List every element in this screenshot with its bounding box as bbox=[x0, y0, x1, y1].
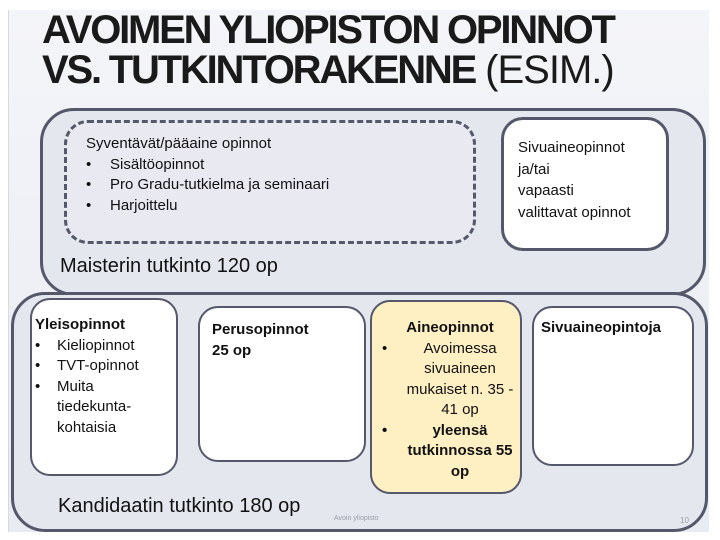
yleisopinnot-item: • Kieliopinnot bbox=[35, 336, 177, 357]
slide-title bbox=[42, 10, 702, 90]
yleisopinnot-list bbox=[35, 336, 177, 439]
yleisopinnot-item: • TVT-opinnot bbox=[35, 356, 177, 377]
syventavat-list bbox=[86, 155, 416, 217]
sivuaineopintoja-text: Sivuaineopintoja bbox=[541, 319, 662, 336]
sivuaineopinnot-text: Sivuaineopinnot ja/tai vapaasti valittavat opinnot bbox=[518, 139, 631, 221]
maisterin-tutkinto-label: Maisterin tutkinto 120 op bbox=[60, 255, 278, 277]
aineopinnot-item: • yleensä tutkinnossa 55 op bbox=[382, 421, 518, 483]
aineopinnot-heading: Aineopinnot bbox=[406, 319, 494, 336]
aineopinnot-item: • Avoimessa sivuaineen mukaiset n. 35 - 41 op bbox=[382, 339, 518, 421]
aineopinnot-list bbox=[382, 339, 518, 483]
aineopinnot-text bbox=[382, 318, 518, 482]
syventavat-item: • Harjoittelu bbox=[86, 196, 416, 217]
title-line-1: AVOIMEN YLIOPISTON OPINNOT bbox=[42, 8, 614, 52]
yleisopinnot-item: • Muita tiedekunta-kohtaisia bbox=[35, 377, 137, 439]
perusopinnot-text: Perusopinnot 25 op bbox=[212, 321, 309, 359]
syventavat-opinnot-text bbox=[86, 134, 416, 216]
title-line-2-bold: VS. TUTKINTORAKENNE bbox=[42, 48, 476, 92]
yleisopinnot-text bbox=[35, 315, 177, 438]
page-number: 10 bbox=[680, 516, 689, 525]
syventavat-heading: Syventävät/pääaine opinnot bbox=[86, 135, 272, 152]
title-line-2 bbox=[42, 50, 702, 90]
title-line-2-light: (ESIM.) bbox=[475, 48, 614, 92]
syventavat-item: • Sisältöopinnot bbox=[86, 155, 416, 176]
footer-text: Avoin yliopisto bbox=[334, 515, 379, 522]
kandidaatin-tutkinto-label: Kandidaatin tutkinto 180 op bbox=[58, 495, 301, 517]
syventavat-item: • Pro Gradu-tutkielma ja seminaari bbox=[86, 175, 416, 196]
yleisopinnot-heading: Yleisopinnot bbox=[35, 316, 125, 333]
